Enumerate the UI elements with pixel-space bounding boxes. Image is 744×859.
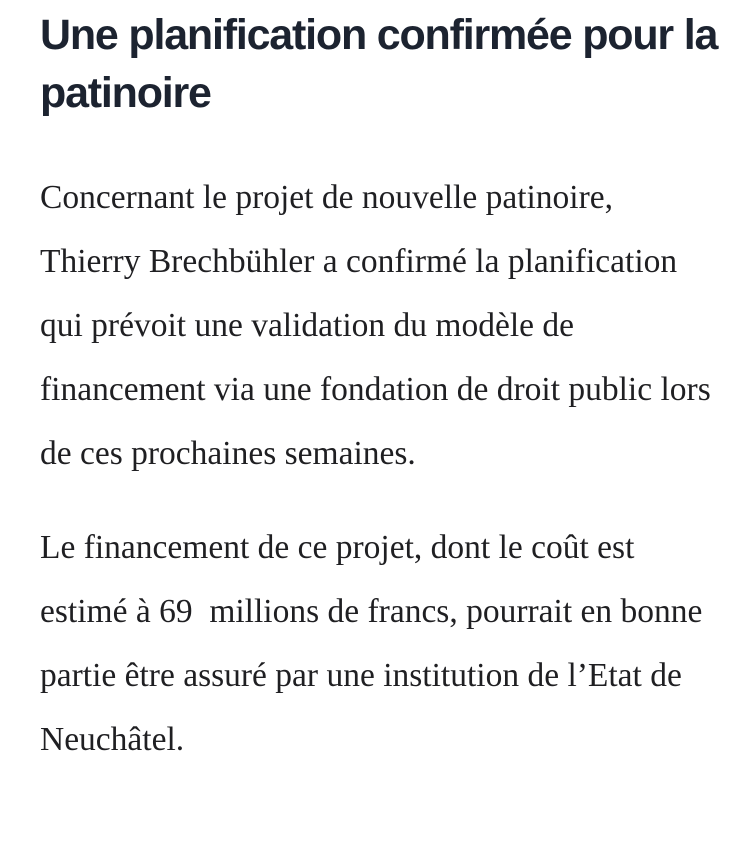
article-paragraph-2: Le financement de ce projet, dont le coût est estimé à 69 millions de francs, pourrait en bonne partie être assuré par une institution de l’Etat de Neuchâtel. (40, 529, 703, 758)
article-headline: Une planification confirmée pour la patinoire (40, 11, 718, 117)
article-paragraph-1: Concernant le projet de nouvelle patinoire, Thierry Brechbühler a confirmé la planification qui prévoit une validation du modèle de financement via une fondation de droit public lors de ces prochaines semaines. (40, 179, 711, 472)
article-body (40, 6, 720, 772)
